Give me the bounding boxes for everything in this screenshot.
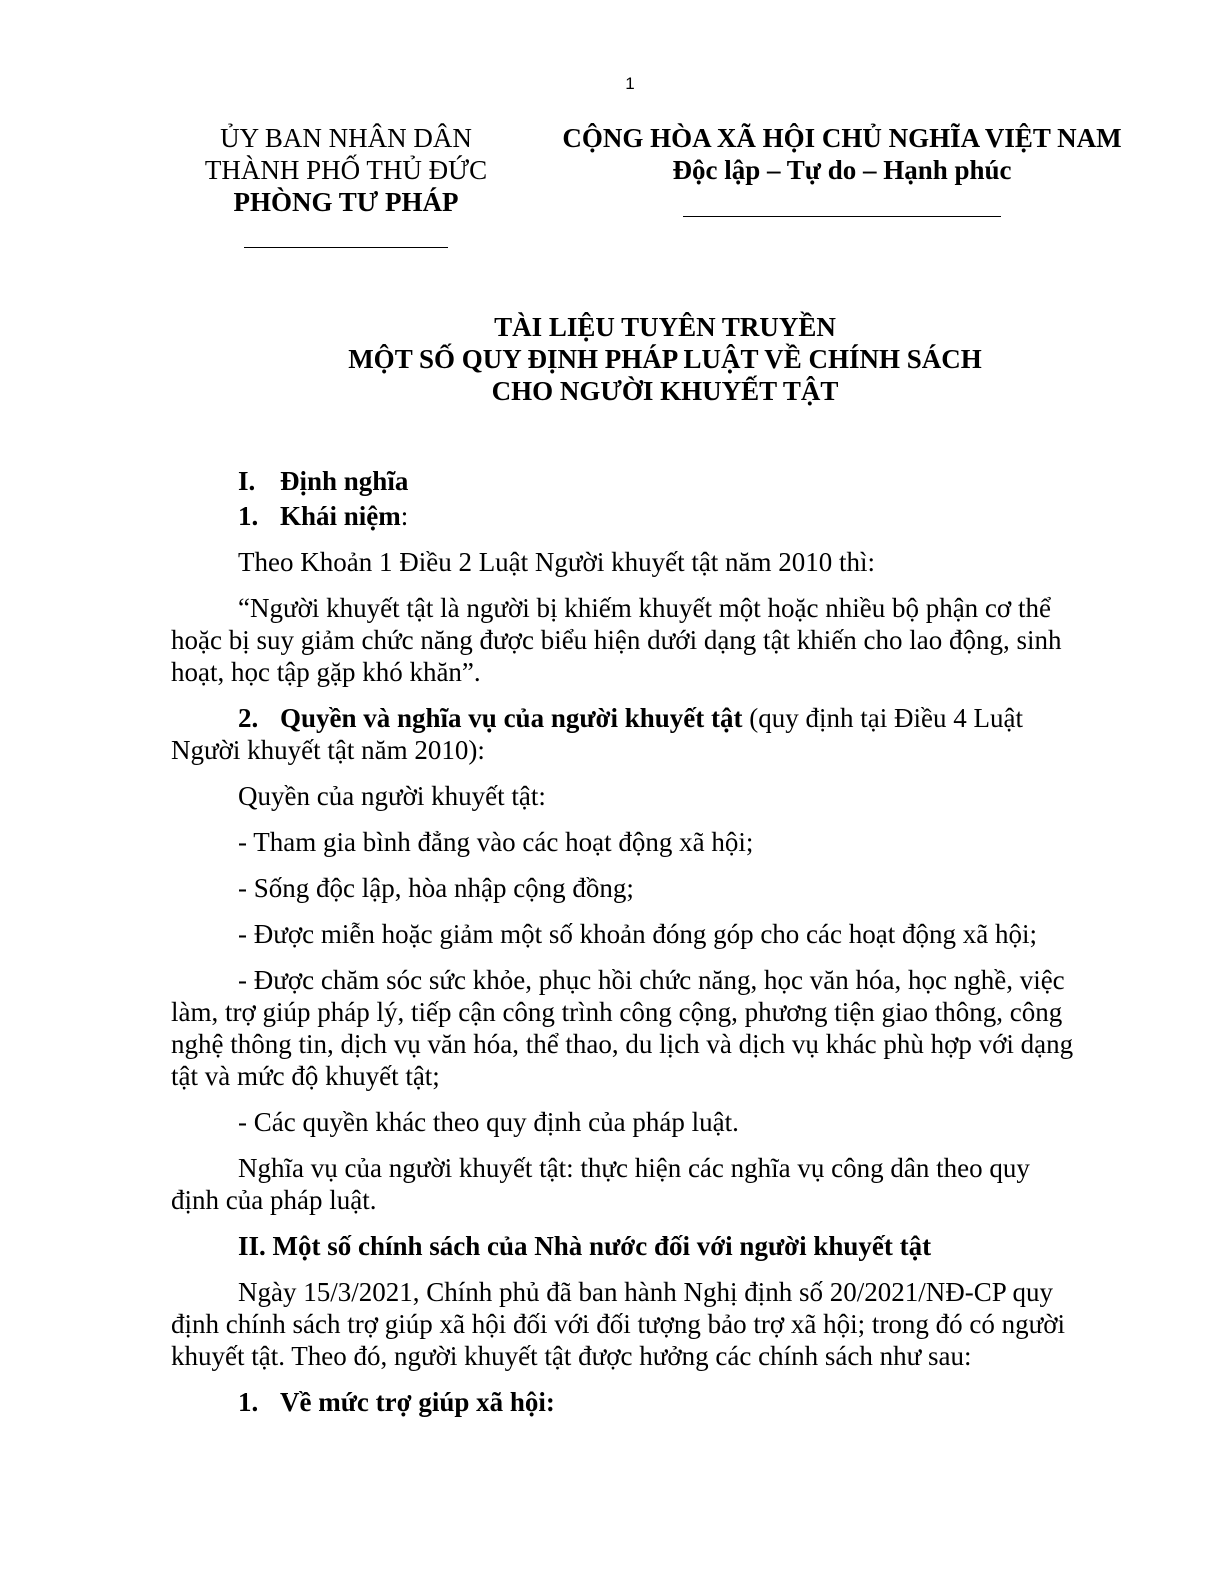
section-1-number: I. [238,466,256,496]
subsection-1-1-title: Khái niệm [280,501,401,531]
right-item-4-line-4: tật và mức độ khuyết tật; [171,1061,440,1091]
duties-paragraph [171,1152,1095,1216]
subsection-1-1-heading [171,500,1095,532]
right-item-5: - Các quyền khác theo quy định của pháp luật. [238,1107,739,1137]
right-item-4 [171,964,1095,1092]
subsection-2-1-title: Về mức trợ giúp xã hội: [280,1387,555,1417]
rights-intro: Quyền của người khuyết tật: [238,781,546,811]
right-item-2: - Sống độc lập, hòa nhập cộng đồng; [238,873,634,903]
subsection-1-2-heading [171,702,1095,734]
right-item-4-line-2: làm, trợ giúp pháp lý, tiếp cận công trình công cộng, phương tiện giao thông, công [171,997,1063,1027]
section-2-number: II. [238,1231,266,1261]
subsection-1-2-reference: (quy định tại Điều 4 Luật [742,703,1023,733]
definition-quote [171,592,1095,688]
title-line-1: TÀI LIỆU TUYÊN TRUYỀN [494,312,836,342]
motto-underline [683,216,1001,217]
agency-line-1: ỦY BAN NHÂN DÂN [220,123,472,153]
subsection-1-2-number: 2. [238,703,259,733]
right-item-4-line-3: nghệ thông tin, dịch vụ văn hóa, thể thao, du lịch và dịch vụ khác phù hợp với dạng [171,1029,1074,1059]
quote-line-2: hoặc bị suy giảm chức năng được biểu hiện dưới dạng tật khiến cho lao động, sinh [171,625,1062,655]
decree-line-3: khuyết tật. Theo đó, người khuyết tật được hưởng các chính sách như sau: [171,1341,972,1371]
agency-underline [244,247,448,248]
section-2-heading [171,1230,1095,1262]
decree-line-1: Ngày 15/3/2021, Chính phủ đã ban hành Nghị định số 20/2021/NĐ-CP quy [238,1277,1053,1307]
subsection-2-1-heading [171,1386,1095,1418]
right-item-4-line-1: - Được chăm sóc sức khỏe, phục hồi chức năng, học văn hóa, học nghề, việc [238,965,1065,995]
title-line-2: MỘT SỐ QUY ĐỊNH PHÁP LUẬT VỀ CHÍNH SÁCH [348,344,982,374]
duties-line-2: định của pháp luật. [171,1185,377,1215]
agency-line-3: PHÒNG TƯ PHÁP [233,187,459,217]
subsection-1-2-title: Quyền và nghĩa vụ của người khuyết tật [280,703,743,733]
right-item-3: - Được miễn hoặc giảm một số khoản đóng góp cho các hoạt động xã hội; [238,919,1037,949]
duties-line-1: Nghĩa vụ của người khuyết tật: thực hiện các nghĩa vụ công dân theo quy [238,1153,1030,1183]
section-2-title: Một số chính sách của Nhà nước đối với người khuyết tật [272,1231,932,1261]
country-name: CỘNG HÒA XÃ HỘI CHỦ NGHĨA VIỆT NAM [562,123,1122,153]
agency-line-2: THÀNH PHỐ THỦ ĐỨC [204,155,488,185]
subsection-1-1-colon: : [400,501,409,531]
title-line-3: CHO NGƯỜI KHUYẾT TẬT [491,376,839,406]
page-number: 1 [625,74,635,93]
document-body [171,465,1095,1418]
subsection-1-1-number: 1. [238,501,259,531]
decree-line-2: định chính sách trợ giúp xã hội đối với đối tượng bảo trợ xã hội; trong đó có người [171,1309,1066,1339]
quote-line-1: “Người khuyết tật là người bị khiếm khuyết một hoặc nhiều bộ phận cơ thể [238,593,1051,623]
section-1-heading [171,465,1095,497]
quote-line-3: hoạt, học tập gặp khó khăn”. [171,657,481,687]
right-item-1: - Tham gia bình đẳng vào các hoạt động xã hội; [238,827,754,857]
decree-paragraph [171,1276,1095,1372]
subsection-2-1-number: 1. [238,1387,259,1417]
national-motto-block [540,122,1144,186]
definition-intro: Theo Khoản 1 Điều 2 Luật Người khuyết tật năm 2010 thì: [238,547,876,577]
issuing-agency-block [186,122,506,218]
subsection-1-2-reference-cont: Người khuyết tật năm 2010): [171,735,485,765]
subsection-1-2 [171,702,1095,766]
section-1-title: Định nghĩa [280,466,409,496]
document-title [0,311,1224,407]
national-motto: Độc lập – Tự do – Hạnh phúc [672,155,1012,185]
